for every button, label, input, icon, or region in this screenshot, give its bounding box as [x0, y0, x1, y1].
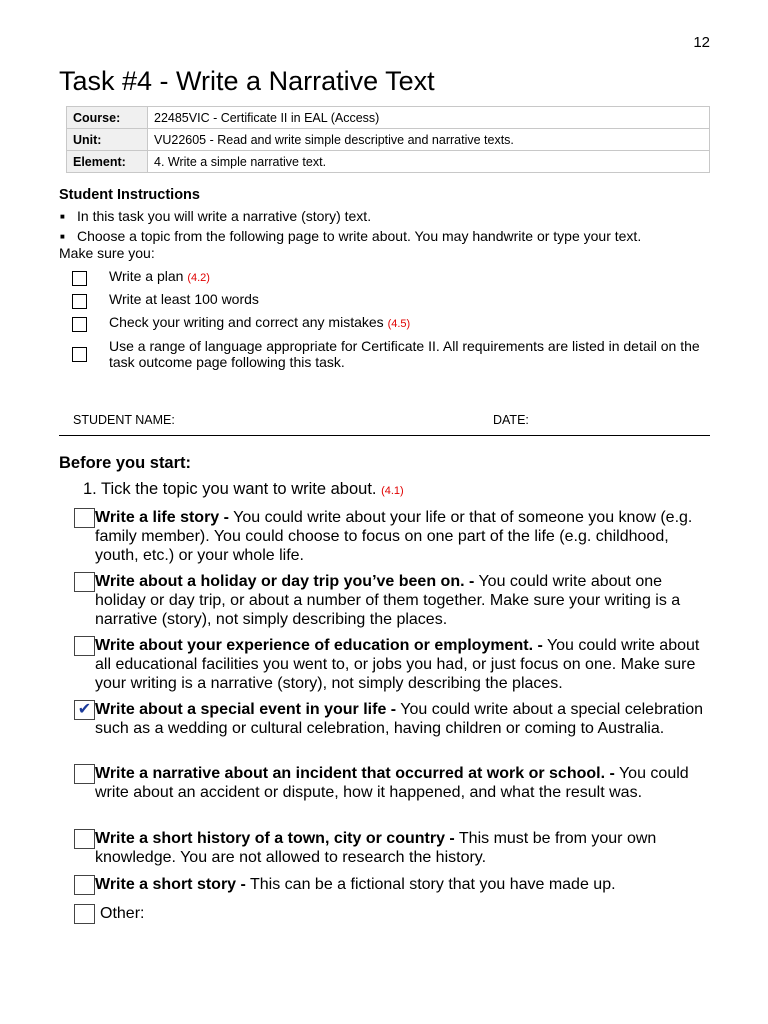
checklist-text: Check your writing and correct any mistakes: [109, 314, 384, 330]
instruction-text: In this task you will write a narrative (story) text.: [77, 208, 372, 224]
topic-option-other: [74, 904, 714, 923]
topic-description: This can be a fictional story that you have made up.: [245, 876, 616, 893]
instruction-bullet: [60, 227, 720, 247]
course-row: [67, 107, 710, 129]
criteria-ref: (4.2): [187, 272, 210, 284]
bullet-square-icon: ■: [60, 231, 65, 241]
topic-title: Write a short history of a town, city or country -: [95, 830, 455, 847]
unit-label: Unit:: [67, 129, 148, 151]
topic-option: [74, 572, 714, 629]
topic-checkbox[interactable]: [74, 829, 95, 849]
student-details-row: [73, 413, 710, 427]
element-label: Element:: [67, 151, 148, 173]
instructions-list: [60, 207, 720, 246]
topic-title: Write about a holiday or day trip you’ve been on. -: [95, 573, 475, 590]
topic-option: [74, 508, 714, 565]
topic-title: Write a narrative about an incident that occurred at work or school. -: [95, 765, 615, 782]
course-label: Course:: [67, 107, 148, 129]
bullet-square-icon: ■: [60, 212, 65, 221]
topic-description: You could write about one holiday or day trip, or about a number of them together. Make sure your writing is a narrative (story), not simply describing the places.: [95, 573, 681, 628]
topic-option: [74, 875, 714, 894]
instructions-heading: Student Instructions: [59, 187, 200, 203]
topic-title: Write about your experience of education or employment. -: [95, 637, 543, 654]
checklist-item-language: [72, 338, 712, 370]
other-label: Other:: [100, 905, 145, 922]
checklist-text: Write a plan: [109, 268, 184, 284]
checklist-item-plan: [72, 268, 712, 286]
topic-checkbox[interactable]: [74, 572, 95, 592]
course-value: 22485VIC - Certificate II in EAL (Access): [148, 107, 710, 129]
checklist-item-words: [72, 291, 712, 307]
criteria-ref: (4.5): [387, 318, 411, 330]
checklist-checkbox[interactable]: [72, 347, 87, 362]
topic-title: Write a life story -: [95, 509, 229, 526]
topic-checkbox[interactable]: [74, 636, 95, 656]
instruction-text: Choose a topic from the following page to write about. You may handwrite or type your text.: [77, 227, 642, 244]
topic-description: You could write about your life or that of someone you know (e.g. family member). You could choose to focus on one part of the life (e.g. childhood, youth, etc.) or your whole life.: [95, 509, 693, 564]
topic-option: [74, 636, 714, 693]
checklist-text: Write at least 100 words: [109, 291, 259, 307]
step-text: 1. Tick the topic you want to write about.: [83, 480, 377, 498]
course-info-table: [66, 106, 710, 173]
topic-checkbox-checked[interactable]: [74, 700, 95, 720]
unit-row: [67, 129, 710, 151]
make-sure-label: Make sure you:: [59, 245, 155, 261]
step-instruction: [83, 480, 404, 499]
topic-title: Write a short story -: [95, 876, 246, 893]
criteria-ref: (4.1): [381, 485, 404, 497]
checklist-text: Use a range of language appropriate for Certificate II. All requirements are listed in detail on the task outcome page following this task.: [109, 338, 700, 370]
checklist-checkbox[interactable]: [72, 271, 87, 286]
student-name-label: STUDENT NAME:: [73, 413, 175, 427]
unit-value: VU22605 - Read and write simple descriptive and narrative texts.: [148, 129, 710, 151]
topic-description: You could write about an accident or dispute, how it happened, and what the result was.: [95, 765, 689, 801]
checklist-checkbox[interactable]: [72, 294, 87, 309]
topic-description: You could write about a special celebration such as a wedding or cultural celebration, having children or coming to Australia.: [95, 701, 703, 737]
element-value: 4. Write a simple narrative text.: [148, 151, 710, 173]
element-row: [67, 151, 710, 173]
instruction-bullet: [60, 207, 720, 227]
topic-option: [74, 829, 714, 867]
date-label: DATE:: [493, 413, 529, 427]
topic-option: [74, 764, 714, 802]
topic-description: This must be from your own knowledge. You are not allowed to research the history.: [95, 830, 657, 866]
topic-checkbox[interactable]: [74, 508, 95, 528]
divider: [59, 435, 710, 436]
page-number: 12: [693, 34, 710, 51]
topic-description: You could write about all educational facilities you went to, or jobs you had, or just focus on one. Make sure your writing is a narrative (story), not simply describing the places.: [95, 637, 700, 692]
topic-checkbox[interactable]: [74, 764, 95, 784]
page-title: Task #4 - Write a Narrative Text: [59, 66, 435, 96]
topic-checkbox[interactable]: [74, 904, 95, 924]
topic-option-selected: [74, 700, 714, 738]
before-heading: Before you start:: [59, 454, 192, 472]
checklist-item-check: [72, 314, 712, 332]
check-icon: ✔: [77, 701, 92, 718]
checklist-checkbox[interactable]: [72, 317, 87, 332]
topic-checkbox[interactable]: [74, 875, 95, 895]
topic-title: Write about a special event in your life -: [95, 701, 397, 718]
